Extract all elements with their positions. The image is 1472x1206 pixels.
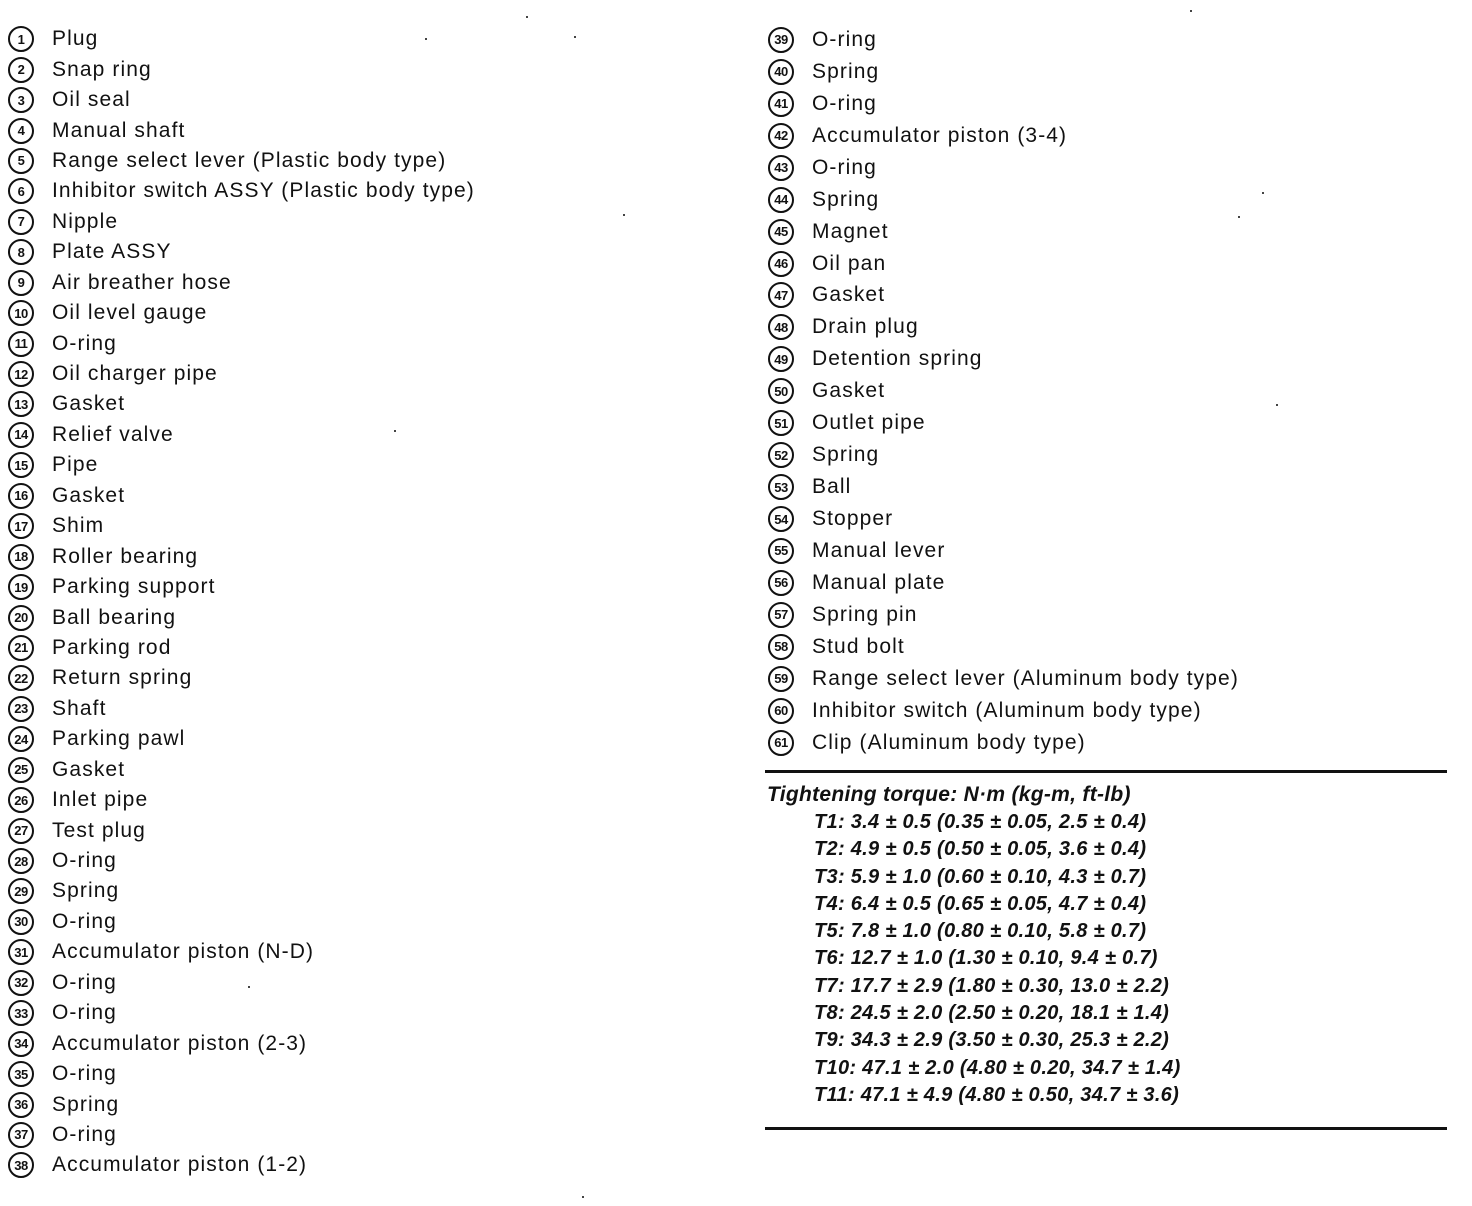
part-number-badge: 25 xyxy=(8,757,34,783)
scan-speck xyxy=(1276,404,1278,406)
part-label: Parking pawl xyxy=(52,727,186,751)
part-number-badge: 52 xyxy=(768,442,794,468)
part-item xyxy=(8,1028,748,1058)
part-item xyxy=(768,535,1448,567)
part-item xyxy=(8,937,748,967)
part-number-badge: 29 xyxy=(8,878,34,904)
torque-row: T2: 4.9 ± 0.5 (0.50 ± 0.05, 3.6 ± 0.4) xyxy=(814,838,1147,861)
part-label: Plug xyxy=(52,27,99,51)
torque-title: Tightening torque: N·m (kg-m, ft-lb) xyxy=(767,783,1131,806)
part-item xyxy=(8,176,748,206)
part-label: Oil seal xyxy=(52,88,131,112)
part-label: Manual lever xyxy=(812,538,946,562)
part-label: Spring xyxy=(812,59,880,83)
part-item xyxy=(768,567,1448,599)
scan-speck xyxy=(1238,216,1240,218)
part-number-badge: 23 xyxy=(8,696,34,722)
part-label: Manual shaft xyxy=(52,118,186,142)
part-item xyxy=(8,146,748,176)
scan-speck xyxy=(394,430,396,432)
scan-speck xyxy=(425,38,427,40)
part-number-badge: 32 xyxy=(8,970,34,996)
part-label: Accumulator piston (3-4) xyxy=(812,123,1068,147)
part-label: Outlet pipe xyxy=(812,411,926,435)
scan-speck xyxy=(623,214,625,216)
part-number-badge: 21 xyxy=(8,635,34,661)
part-label: Range select lever (Plastic body type) xyxy=(52,148,447,172)
part-label: O-ring xyxy=(812,155,877,179)
part-item xyxy=(768,184,1448,216)
part-number-badge: 4 xyxy=(8,118,34,144)
scan-speck xyxy=(526,16,528,18)
part-number-badge: 19 xyxy=(8,574,34,600)
part-number-badge: 45 xyxy=(768,219,794,245)
part-number-badge: 60 xyxy=(768,698,794,724)
part-item xyxy=(8,207,748,237)
part-label: Roller bearing xyxy=(52,544,199,568)
part-item xyxy=(768,216,1448,248)
part-number-badge: 31 xyxy=(8,939,34,965)
part-number-badge: 16 xyxy=(8,483,34,509)
part-number-badge: 33 xyxy=(8,1000,34,1026)
part-number-badge: 43 xyxy=(768,155,794,181)
part-number-badge: 22 xyxy=(8,665,34,691)
torque-row: T5: 7.8 ± 1.0 (0.80 ± 0.10, 5.8 ± 0.7) xyxy=(814,920,1147,943)
part-item xyxy=(8,815,748,845)
part-item xyxy=(768,343,1448,375)
part-item xyxy=(8,572,748,602)
part-label: Accumulator piston (1-2) xyxy=(52,1153,308,1177)
part-item xyxy=(8,420,748,450)
part-item xyxy=(8,907,748,937)
part-item xyxy=(768,56,1448,88)
part-label: Gasket xyxy=(812,283,886,307)
part-item xyxy=(8,54,748,84)
part-label: O-ring xyxy=(52,331,117,355)
part-label: Detention spring xyxy=(812,347,983,371)
part-number-badge: 12 xyxy=(8,361,34,387)
part-number-badge: 48 xyxy=(768,314,794,340)
part-item xyxy=(768,24,1448,56)
part-item xyxy=(768,439,1448,471)
part-item xyxy=(768,152,1448,184)
part-number-badge: 15 xyxy=(8,452,34,478)
part-number-badge: 51 xyxy=(768,410,794,436)
part-number-badge: 20 xyxy=(8,605,34,631)
part-number-badge: 41 xyxy=(768,91,794,117)
part-number-badge: 10 xyxy=(8,300,34,326)
part-number-badge: 34 xyxy=(8,1031,34,1057)
part-item xyxy=(768,727,1448,759)
part-number-badge: 13 xyxy=(8,391,34,417)
part-item xyxy=(768,631,1448,663)
part-item xyxy=(768,599,1448,631)
part-item xyxy=(8,1120,748,1150)
scan-speck xyxy=(248,986,250,988)
part-number-badge: 26 xyxy=(8,787,34,813)
part-item xyxy=(768,88,1448,120)
part-number-badge: 36 xyxy=(8,1092,34,1118)
part-item xyxy=(8,237,748,267)
part-number-badge: 49 xyxy=(768,346,794,372)
part-item xyxy=(8,85,748,115)
part-number-badge: 7 xyxy=(8,209,34,235)
part-number-badge: 57 xyxy=(768,602,794,628)
part-number-badge: 54 xyxy=(768,506,794,532)
part-label: Snap ring xyxy=(52,57,152,81)
part-label: Oil level gauge xyxy=(52,301,208,325)
part-label: Manual plate xyxy=(812,570,946,594)
part-item xyxy=(768,280,1448,312)
part-item xyxy=(768,663,1448,695)
parts-list-left xyxy=(8,24,748,1181)
part-number-badge: 40 xyxy=(768,59,794,85)
part-item xyxy=(8,328,748,358)
part-label: Pipe xyxy=(52,453,99,477)
part-label: Clip (Aluminum body type) xyxy=(812,730,1086,754)
part-item xyxy=(8,663,748,693)
scan-speck xyxy=(1262,192,1264,194)
torque-row: T3: 5.9 ± 1.0 (0.60 ± 0.10, 4.3 ± 0.7) xyxy=(814,865,1147,888)
part-item xyxy=(8,633,748,663)
torque-row: T6: 12.7 ± 1.0 (1.30 ± 0.10, 9.4 ± 0.7) xyxy=(814,947,1158,970)
torque-spec-box xyxy=(765,770,1447,1130)
part-label: Return spring xyxy=(52,666,193,690)
part-label: Ball bearing xyxy=(52,605,177,629)
part-number-badge: 38 xyxy=(8,1152,34,1178)
torque-row: T8: 24.5 ± 2.0 (2.50 ± 0.20, 18.1 ± 1.4) xyxy=(814,1002,1170,1025)
part-item xyxy=(8,268,748,298)
part-label: Accumulator piston (N-D) xyxy=(52,940,315,964)
part-label: O-ring xyxy=(52,1062,117,1086)
part-item xyxy=(8,968,748,998)
part-item xyxy=(768,471,1448,503)
part-label: Inhibitor switch (Aluminum body type) xyxy=(812,698,1202,722)
part-number-badge: 53 xyxy=(768,474,794,500)
parts-list-right xyxy=(768,24,1448,759)
part-label: O-ring xyxy=(812,91,877,115)
part-label: Drain plug xyxy=(812,315,919,339)
part-number-badge: 61 xyxy=(768,730,794,756)
part-label: Nipple xyxy=(52,209,119,233)
part-label: O-ring xyxy=(52,909,117,933)
part-label: Parking rod xyxy=(52,635,172,659)
part-item xyxy=(768,407,1448,439)
torque-row: T10: 47.1 ± 2.0 (4.80 ± 0.20, 34.7 ± 1.4) xyxy=(814,1056,1181,1079)
part-item xyxy=(8,1089,748,1119)
part-item xyxy=(8,846,748,876)
part-label: Magnet xyxy=(812,219,889,243)
part-number-badge: 24 xyxy=(8,726,34,752)
part-label: Inhibitor switch ASSY (Plastic body type) xyxy=(52,179,475,203)
part-label: Gasket xyxy=(52,757,126,781)
part-number-badge: 39 xyxy=(768,27,794,53)
part-item xyxy=(768,375,1448,407)
part-item xyxy=(768,311,1448,343)
part-number-badge: 5 xyxy=(8,148,34,174)
part-number-badge: 56 xyxy=(768,570,794,596)
part-item xyxy=(8,24,748,54)
scan-speck xyxy=(582,1196,584,1198)
part-number-badge: 1 xyxy=(8,26,34,52)
part-label: O-ring xyxy=(52,849,117,873)
part-number-badge: 18 xyxy=(8,544,34,570)
part-label: Test plug xyxy=(52,818,146,842)
part-number-badge: 44 xyxy=(768,187,794,213)
part-item xyxy=(768,248,1448,280)
part-number-badge: 42 xyxy=(768,123,794,149)
part-item xyxy=(8,115,748,145)
part-label: Spring xyxy=(812,443,880,467)
part-number-badge: 2 xyxy=(8,57,34,83)
torque-row: T11: 47.1 ± 4.9 (4.80 ± 0.50, 34.7 ± 3.6) xyxy=(814,1083,1180,1106)
part-number-badge: 30 xyxy=(8,909,34,935)
part-item xyxy=(8,450,748,480)
part-number-badge: 27 xyxy=(8,818,34,844)
part-label: Gasket xyxy=(812,379,886,403)
torque-list xyxy=(814,809,1447,1109)
part-item xyxy=(8,694,748,724)
part-label: Accumulator piston (2-3) xyxy=(52,1031,308,1055)
part-number-badge: 59 xyxy=(768,666,794,692)
part-label: Gasket xyxy=(52,392,126,416)
part-label: Oil charger pipe xyxy=(52,362,218,386)
part-label: O-ring xyxy=(812,27,877,51)
part-label: Parking support xyxy=(52,575,216,599)
torque-row: T1: 3.4 ± 0.5 (0.35 ± 0.05, 2.5 ± 0.4) xyxy=(814,811,1147,833)
part-item xyxy=(8,541,748,571)
part-item xyxy=(8,511,748,541)
part-number-badge: 37 xyxy=(8,1122,34,1148)
part-label: Gasket xyxy=(52,483,126,507)
part-label: Ball xyxy=(812,475,852,499)
part-label: Air breather hose xyxy=(52,270,232,294)
part-item xyxy=(8,1059,748,1089)
part-number-badge: 17 xyxy=(8,513,34,539)
part-number-badge: 9 xyxy=(8,270,34,296)
part-item xyxy=(8,724,748,754)
part-label: Plate ASSY xyxy=(52,240,172,264)
part-item xyxy=(8,755,748,785)
part-item xyxy=(8,785,748,815)
part-item xyxy=(8,602,748,632)
part-label: O-ring xyxy=(52,970,117,994)
part-item xyxy=(8,298,748,328)
part-number-badge: 46 xyxy=(768,251,794,277)
part-number-badge: 47 xyxy=(768,282,794,308)
part-label: Spring xyxy=(812,187,880,211)
part-number-badge: 28 xyxy=(8,848,34,874)
torque-row: T9: 34.3 ± 2.9 (3.50 ± 0.30, 25.3 ± 2.2) xyxy=(814,1029,1170,1052)
part-item xyxy=(768,695,1448,727)
part-number-badge: 6 xyxy=(8,178,34,204)
part-number-badge: 58 xyxy=(768,634,794,660)
part-label: Stud bolt xyxy=(812,634,905,658)
part-item xyxy=(8,998,748,1028)
part-label: Stopper xyxy=(812,507,894,531)
part-number-badge: 11 xyxy=(8,331,34,357)
part-item xyxy=(8,359,748,389)
torque-row: T7: 17.7 ± 2.9 (1.80 ± 0.30, 13.0 ± 2.2) xyxy=(814,974,1170,997)
part-label: Shaft xyxy=(52,696,107,720)
scan-speck xyxy=(1190,10,1192,12)
part-item xyxy=(768,503,1448,535)
part-label: O-ring xyxy=(52,1001,117,1025)
part-label: Relief valve xyxy=(52,422,174,446)
part-label: Inlet pipe xyxy=(52,788,149,812)
scan-speck xyxy=(574,36,576,38)
torque-row: T4: 6.4 ± 0.5 (0.65 ± 0.05, 4.7 ± 0.4) xyxy=(814,892,1147,915)
part-label: Spring xyxy=(52,1092,120,1116)
part-label: Oil pan xyxy=(812,251,887,275)
part-number-badge: 3 xyxy=(8,87,34,113)
part-label: O-ring xyxy=(52,1122,117,1146)
part-item xyxy=(8,1150,748,1180)
part-item xyxy=(768,120,1448,152)
part-number-badge: 8 xyxy=(8,239,34,265)
part-item xyxy=(8,389,748,419)
part-label: Spring pin xyxy=(812,602,918,626)
part-item xyxy=(8,876,748,906)
part-number-badge: 35 xyxy=(8,1061,34,1087)
part-label: Shim xyxy=(52,514,105,538)
part-number-badge: 14 xyxy=(8,422,34,448)
part-label: Spring xyxy=(52,879,120,903)
part-label: Range select lever (Aluminum body type) xyxy=(812,666,1239,690)
part-number-badge: 50 xyxy=(768,378,794,404)
part-item xyxy=(8,481,748,511)
part-number-badge: 55 xyxy=(768,538,794,564)
